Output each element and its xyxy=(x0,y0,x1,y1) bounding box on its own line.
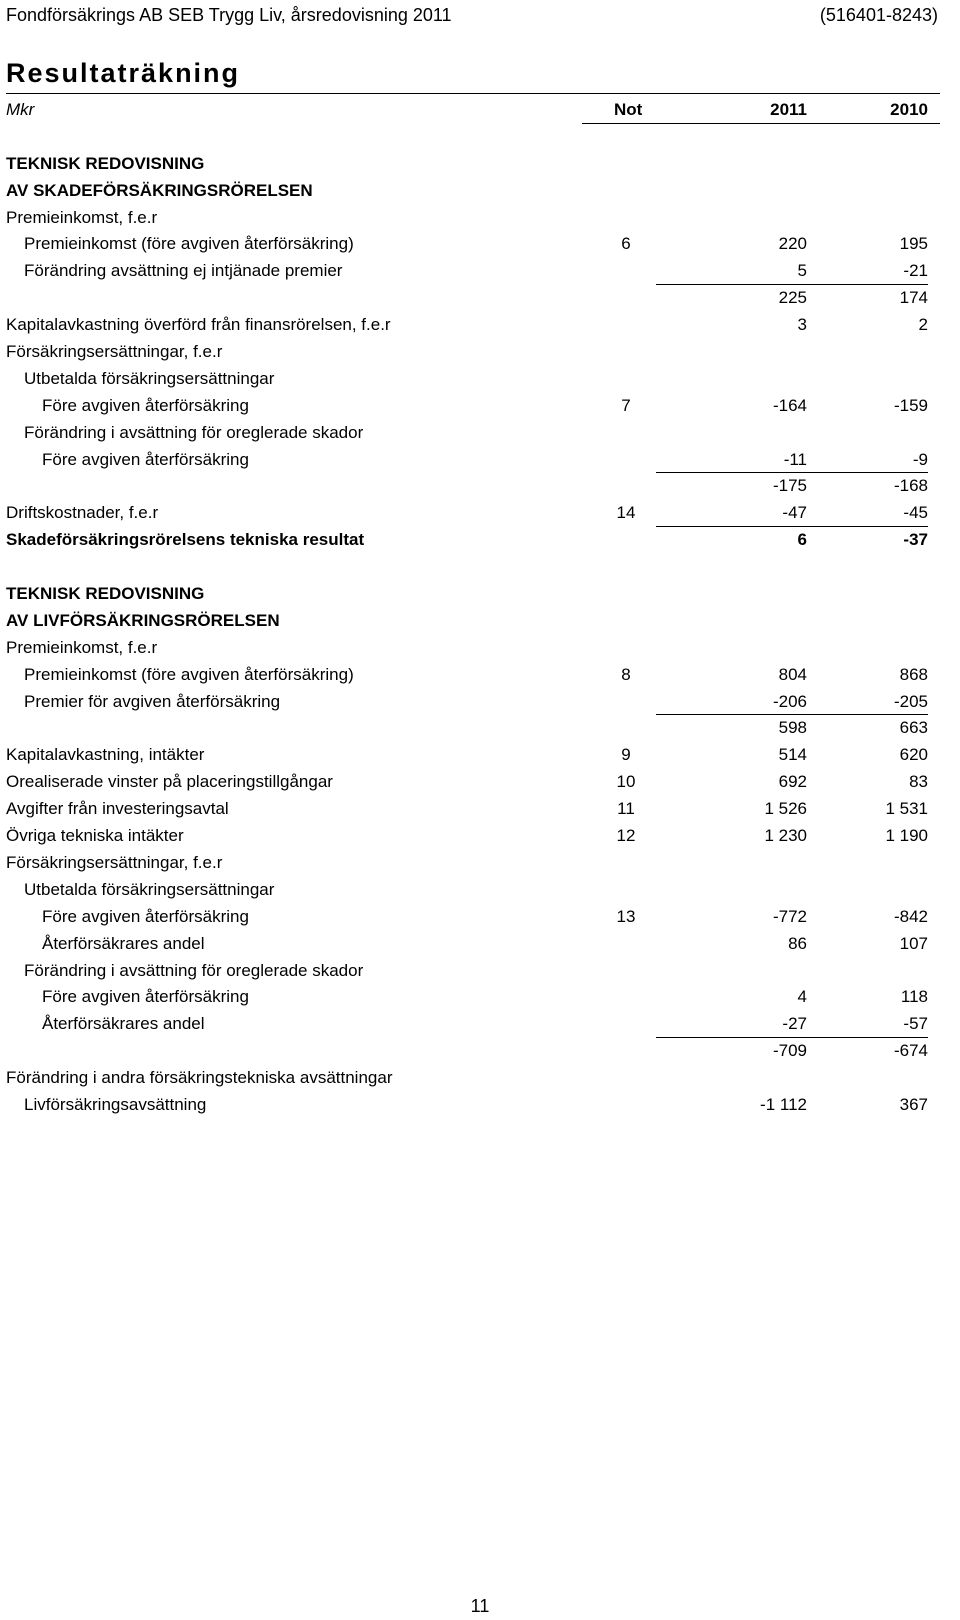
row-value-2011: 6 xyxy=(797,530,807,550)
row-value-2011: 1 526 xyxy=(764,799,807,819)
table-row xyxy=(0,554,960,581)
row-value-2010: -37 xyxy=(903,530,928,550)
row-label: Premieinkomst (före avgiven återförsäkring) xyxy=(24,234,354,254)
row-label: Driftskostnader, f.e.r xyxy=(6,503,159,523)
row-value-2011: -1 112 xyxy=(760,1094,807,1114)
table-row xyxy=(0,285,960,312)
table-row xyxy=(0,904,960,931)
row-label: Premieinkomst, f.e.r xyxy=(6,207,158,227)
row-label: Före avgiven återförsäkring xyxy=(42,906,249,926)
row-value-2010: 1 531 xyxy=(885,799,928,819)
table-row xyxy=(0,742,960,769)
row-value-2010: -842 xyxy=(893,906,928,926)
row-label: Återförsäkrares andel xyxy=(42,1014,205,1034)
row-label: Kapitalavkastning överförd från finansrörelsen, f.e.r xyxy=(6,315,391,335)
table-row xyxy=(0,151,960,178)
table-row xyxy=(0,312,960,339)
page-header xyxy=(6,2,938,28)
row-label: Premieinkomst, f.e.r xyxy=(6,637,158,657)
row-value-2010: -21 xyxy=(903,261,928,281)
table-row xyxy=(0,1011,960,1038)
row-label: AV SKADEFÖRSÄKRINGSRÖRELSEN xyxy=(6,180,313,200)
row-value-2010: 107 xyxy=(899,933,928,953)
row-label: Kapitalavkastning, intäkter xyxy=(6,745,205,765)
row-label: Premieinkomst (före avgiven återförsäkring) xyxy=(24,664,354,684)
table-row xyxy=(0,205,960,232)
table-row xyxy=(0,231,960,258)
table-row xyxy=(0,178,960,205)
row-label: Försäkringsersättningar, f.e.r xyxy=(6,852,223,872)
table-row xyxy=(0,823,960,850)
table-row xyxy=(0,473,960,500)
table-row xyxy=(0,850,960,877)
table-row xyxy=(0,796,960,823)
title-divider xyxy=(6,93,940,94)
row-value-2011: 5 xyxy=(797,261,807,281)
table-row xyxy=(0,1038,960,1065)
row-label: TEKNISK REDOVISNING xyxy=(6,584,205,604)
note-column-header: Not xyxy=(614,100,643,119)
table-row xyxy=(0,958,960,985)
row-label: Utbetalda försäkringsersättningar xyxy=(24,879,275,899)
table-row xyxy=(0,931,960,958)
table-row xyxy=(0,258,960,285)
table-row xyxy=(0,877,960,904)
row-value-2011: 598 xyxy=(778,718,807,738)
row-label: Före avgiven återförsäkring xyxy=(42,395,249,415)
row-label: TEKNISK REDOVISNING xyxy=(6,153,205,173)
table-row xyxy=(0,1065,960,1092)
table-row xyxy=(0,339,960,366)
row-label: Före avgiven återförsäkring xyxy=(42,449,249,469)
row-note: 6 xyxy=(621,234,631,254)
row-note: 8 xyxy=(621,664,631,684)
row-note: 10 xyxy=(616,772,636,792)
row-value-2011: -709 xyxy=(772,1041,807,1061)
row-label: Skadeförsäkringsrörelsens tekniska resultat xyxy=(6,530,365,550)
row-note: 13 xyxy=(616,906,636,926)
table-row xyxy=(0,393,960,420)
row-value-2011: 804 xyxy=(778,664,807,684)
row-value-2010: 195 xyxy=(899,234,928,254)
row-value-2010: -205 xyxy=(893,691,928,711)
row-value-2010: 620 xyxy=(899,745,928,765)
row-label: AV LIVFÖRSÄKRINGSRÖRELSEN xyxy=(6,610,280,630)
row-value-2010: -674 xyxy=(893,1041,928,1061)
row-label: Övriga tekniska intäkter xyxy=(6,826,184,846)
row-value-2011: -772 xyxy=(772,906,807,926)
row-note: 9 xyxy=(621,745,631,765)
row-label: Förändring avsättning ej intjänade premier xyxy=(24,261,343,281)
row-value-2011: 3 xyxy=(797,315,807,335)
row-value-2011: -27 xyxy=(782,1014,807,1034)
row-note: 14 xyxy=(616,503,636,523)
row-value-2010: 174 xyxy=(899,288,928,308)
table-row xyxy=(0,715,960,742)
row-value-2010: 2 xyxy=(918,315,928,335)
row-value-2011: -11 xyxy=(783,449,807,469)
row-label: Premier för avgiven återförsäkring xyxy=(24,691,281,711)
page-title: Resultaträkning xyxy=(6,58,241,88)
row-value-2010: -9 xyxy=(912,449,928,469)
table-row xyxy=(0,447,960,474)
row-label: Förändring i andra försäkringstekniska avsättningar xyxy=(6,1068,393,1088)
row-label: Förändring i avsättning för oreglerade skador xyxy=(24,422,364,442)
row-value-2011: 86 xyxy=(788,933,807,953)
row-value-2011: -47 xyxy=(782,503,807,523)
row-value-2011: 220 xyxy=(778,234,807,254)
row-value-2010: -57 xyxy=(903,1014,928,1034)
row-value-2011: -164 xyxy=(772,395,807,415)
row-label: Före avgiven återförsäkring xyxy=(42,987,249,1007)
table-row xyxy=(0,500,960,527)
row-label: Återförsäkrares andel xyxy=(42,933,205,953)
row-value-2010: 83 xyxy=(909,772,928,792)
row-value-2010: 118 xyxy=(900,987,928,1007)
table-row xyxy=(0,769,960,796)
table-row xyxy=(0,1092,960,1119)
income-statement-table xyxy=(0,97,960,1119)
row-value-2010: -159 xyxy=(893,395,928,415)
table-row xyxy=(0,662,960,689)
row-value-2010: 663 xyxy=(899,718,928,738)
row-value-2011: 514 xyxy=(778,745,807,765)
row-value-2011: 692 xyxy=(778,772,807,792)
table-row xyxy=(0,420,960,447)
row-label: Utbetalda försäkringsersättningar xyxy=(24,368,275,388)
row-value-2010: 1 190 xyxy=(885,826,928,846)
unit-label: Mkr xyxy=(6,100,35,119)
row-value-2010: 367 xyxy=(899,1094,928,1114)
row-value-2011: 4 xyxy=(797,987,807,1007)
table-body xyxy=(0,124,960,1119)
row-note: 7 xyxy=(621,395,631,415)
row-label: Livförsäkringsavsättning xyxy=(24,1094,207,1114)
table-row xyxy=(0,581,960,608)
year-2010-header: 2010 xyxy=(890,100,928,119)
org-number: (516401-8243) xyxy=(819,5,938,25)
table-row xyxy=(0,689,960,716)
row-label: Försäkringsersättningar, f.e.r xyxy=(6,342,223,362)
row-label: Avgifter från investeringsavtal xyxy=(6,799,229,819)
row-value-2011: -206 xyxy=(772,691,807,711)
row-label: Förändring i avsättning för oreglerade skador xyxy=(24,960,364,980)
table-row xyxy=(0,635,960,662)
row-value-2011: -175 xyxy=(772,476,807,496)
row-value-2010: -168 xyxy=(893,476,928,496)
year-2011-header: 2011 xyxy=(770,100,807,119)
row-label: Orealiserade vinster på placeringstillgångar xyxy=(6,772,333,792)
row-value-2010: 868 xyxy=(899,664,928,684)
report-company-title: Fondförsäkrings AB SEB Trygg Liv, årsredovisning 2011 xyxy=(6,5,452,25)
row-value-2011: 1 230 xyxy=(764,826,807,846)
page-number: 11 xyxy=(470,1596,490,1616)
row-value-2010: -45 xyxy=(903,503,928,523)
table-row xyxy=(0,608,960,635)
table-row xyxy=(0,124,960,151)
table-row xyxy=(0,984,960,1011)
table-row xyxy=(0,527,960,554)
row-note: 11 xyxy=(617,799,635,819)
row-note: 12 xyxy=(616,826,636,846)
column-header-row xyxy=(0,97,960,124)
row-value-2011: 225 xyxy=(778,288,807,308)
table-row xyxy=(0,366,960,393)
